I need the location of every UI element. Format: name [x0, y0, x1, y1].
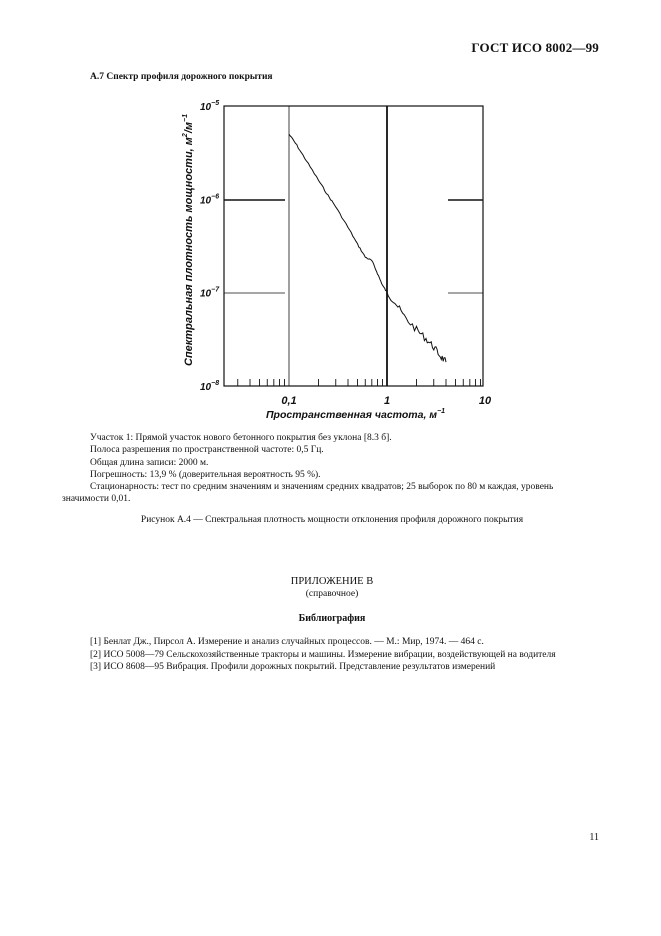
bibliography-title: Библиография [298, 613, 366, 624]
figure-caption: Рисунок А.4 — Спектральная плотность мощности отклонения профиля дорожного покрытия [140, 515, 524, 525]
note-length: Общая длина записи: 2000 м. [90, 457, 209, 468]
note-stationarity: Стационарность: тест по средним значениям и значениям средних квадратов; 25 выборок по 80 м каждая, уровень значимости 0,01. [62, 482, 554, 505]
y-tick-label: $10^{-8}$ [200, 379, 220, 393]
y-tick-label: $10^{-5}$ [200, 100, 220, 113]
bibliography-list [62, 636, 600, 674]
note-error: Погрешность: 13,9 % (доверительная вероятность 95 %). [90, 469, 321, 480]
x-axis-label: Пространственная частота, $м^{-1}$ [266, 408, 446, 421]
figure-notes [62, 432, 602, 506]
x-minor-ticks [238, 379, 481, 386]
x-tick-label: 0,1 [281, 395, 297, 407]
page-number: 11 [589, 832, 599, 843]
appendix-subtitle: (справочное) [305, 589, 359, 599]
y-tick-labels [200, 100, 220, 393]
x-tick-label: 1 [383, 395, 391, 407]
plot-frame [224, 106, 483, 386]
y-tick-label: $10^{-7}$ [200, 286, 220, 300]
series-line-section-1 [289, 134, 446, 362]
psd-chart [170, 96, 500, 426]
page-header: ГОСТ ИСО 8002—99 [471, 40, 599, 55]
bibliography-item: [1] Бенлат Дж., Пирсол А. Измерение и анализ случайных процессов. — М.: Мир, 1974. — 464 с. [90, 637, 484, 647]
x-tick-label: 10 [478, 395, 492, 407]
bibliography-item: [2] ИСО 5008—79 Сельскохозяйственные тракторы и машины. Измерение вибрации, воздействующей на водителя [90, 649, 556, 660]
appendix-title: ПРИЛОЖЕНИЕ В [290, 576, 374, 587]
y-axis-label: Спектральная плотность мощности, $м^2/м^{-1}$ [182, 113, 195, 366]
appendix-heading [62, 576, 602, 600]
bibliography-item: [3] ИСО 8608—95 Вибрация. Профили дорожных покрытий. Представление результатов измерений [90, 662, 496, 672]
y-tick-label: $10^{-6}$ [200, 193, 220, 207]
note-resolution: Полоса разрешения по пространственной частоте: 0,5 Гц. [90, 445, 324, 456]
section-title: А.7 Спектр профиля дорожного покрытия [90, 72, 273, 82]
x-tick-labels [281, 395, 492, 407]
note-section: Участок 1: Прямой участок нового бетонного покрытия без уклона [8.3 б]. [90, 433, 392, 443]
